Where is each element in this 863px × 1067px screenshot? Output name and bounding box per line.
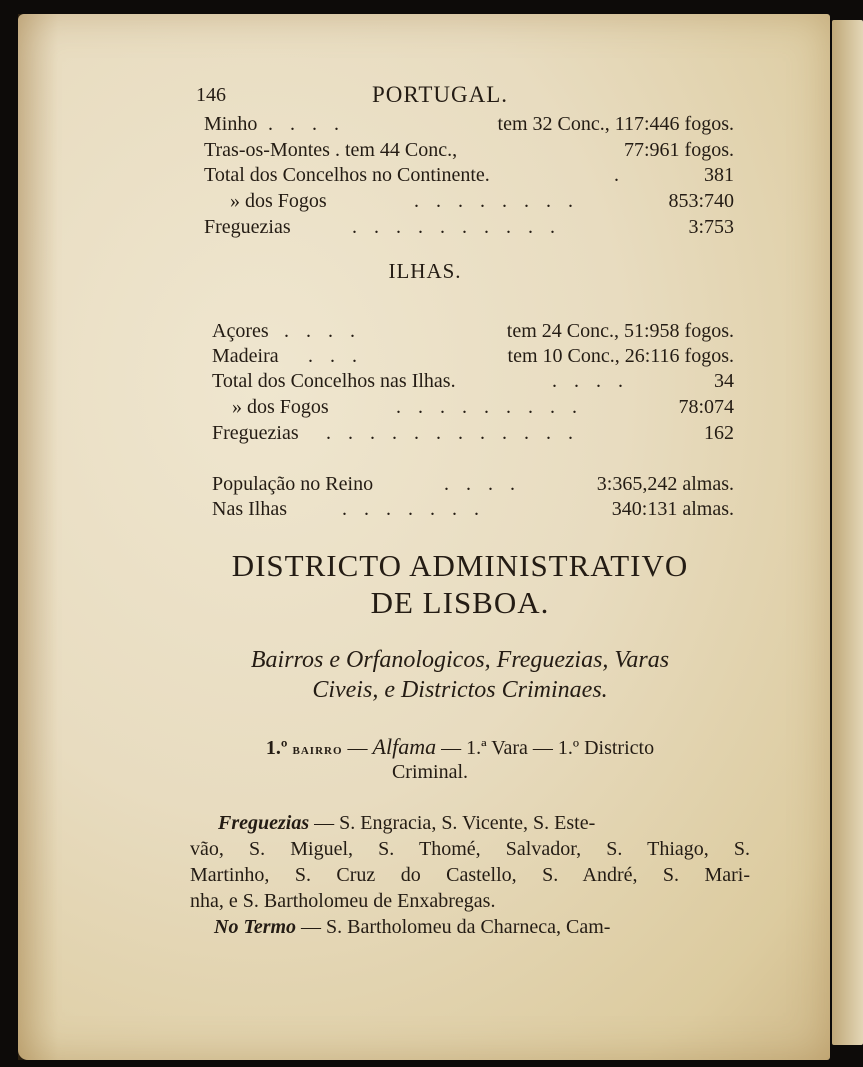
row-dots: . . . . . . . . .: [396, 396, 583, 418]
freguezias-line-2: vão, S. Miguel, S. Thomé, Salvador, S. Thiago, S.: [190, 838, 750, 860]
subtitle-line-2: Civeis, e Districtos Criminaes.: [312, 677, 608, 703]
row-dots: . . . . . . .: [342, 498, 485, 520]
row-value: 381: [704, 164, 734, 186]
row-value: 77:961 fogos.: [624, 139, 734, 161]
next-page-edge: [832, 20, 863, 1045]
row-dots: . . . .: [284, 320, 361, 342]
bairro-heading-line-2: Criminal.: [391, 761, 469, 783]
row-value: tem 10 Conc., 26:116 fogos.: [507, 345, 734, 367]
row-value: 340:131 almas.: [611, 498, 734, 520]
row-label: Madeira: [212, 345, 279, 367]
freguezias-line-4: nha, e S. Bartholomeu de Enxabregas.: [190, 890, 496, 912]
row-value: 162: [704, 422, 734, 444]
row-label: Tras-os-Montes . tem 44 Conc.,: [204, 139, 458, 161]
running-title: PORTUGAL.: [372, 82, 509, 107]
row-dots: . . . .: [552, 370, 629, 392]
district-title-line-2: DE LISBOA.: [370, 585, 550, 620]
row-label: Freguezias: [212, 422, 299, 444]
row-dots: . . . .: [444, 473, 521, 495]
row-value: 3:365,242 almas.: [596, 473, 734, 495]
row-value: 853:740: [668, 190, 734, 212]
row-value: 78:074: [678, 396, 734, 418]
freguezias-line-5: [190, 916, 750, 939]
row-value: tem 24 Conc., 51:958 fogos.: [506, 320, 734, 342]
row-dots: . . . . . . . . . .: [352, 216, 561, 238]
row-label: População no Reino: [212, 473, 374, 495]
row-value: 3:753: [688, 216, 734, 238]
row-label: Total dos Concelhos nas Ilhas.: [212, 370, 456, 392]
subtitle-line-1: Bairros e Orfanologicos, Freguezias, Varas: [250, 647, 670, 673]
district-title-line-1: DISTRICTO ADMINISTRATIVO: [231, 548, 689, 583]
row-label: » dos Fogos: [232, 396, 329, 418]
row-dots: . . . .: [268, 113, 345, 135]
page-number: 146: [196, 84, 226, 106]
row-label: Minho: [204, 113, 258, 135]
termo-label: No Termo: [214, 916, 297, 938]
row-value: 34: [714, 370, 734, 392]
termo-text: — S. Bartholomeu da Charneca, Cam-: [296, 916, 611, 938]
row-label: Nas Ilhas: [212, 498, 287, 520]
row-label: Total dos Concelhos no Continente.: [204, 164, 490, 186]
freguezias-line-1: [190, 812, 750, 835]
bairro-name: Alfama: [372, 734, 437, 759]
row-value: tem 32 Conc., 117:446 fogos.: [497, 113, 734, 135]
row-label: » dos Fogos: [230, 190, 327, 212]
freguezias-label: Freguezias: [218, 812, 310, 834]
row-label: Açores: [212, 320, 269, 342]
islands-heading: ILHAS.: [388, 259, 462, 283]
row-dots: .: [614, 164, 625, 186]
bairro-word: bairro: [292, 742, 343, 758]
bairro-heading: [160, 734, 760, 760]
row-label: Freguezias: [204, 216, 291, 238]
row-dots: . . . . . . . .: [414, 190, 579, 212]
freguezias-text: — S. Engracia, S. Vicente, S. Este-: [309, 812, 596, 834]
bairro-number: 1.º: [265, 737, 288, 759]
row-dots: . . .: [308, 345, 363, 367]
row-dots: . . . . . . . . . . . .: [326, 422, 579, 444]
bairro-rest: — 1.ª Vara — 1.º Districto: [436, 737, 655, 759]
bairro-dash: —: [342, 737, 373, 759]
freguezias-line-3: Martinho, S. Cruz do Castello, S. André, S. Mari-: [190, 864, 750, 886]
